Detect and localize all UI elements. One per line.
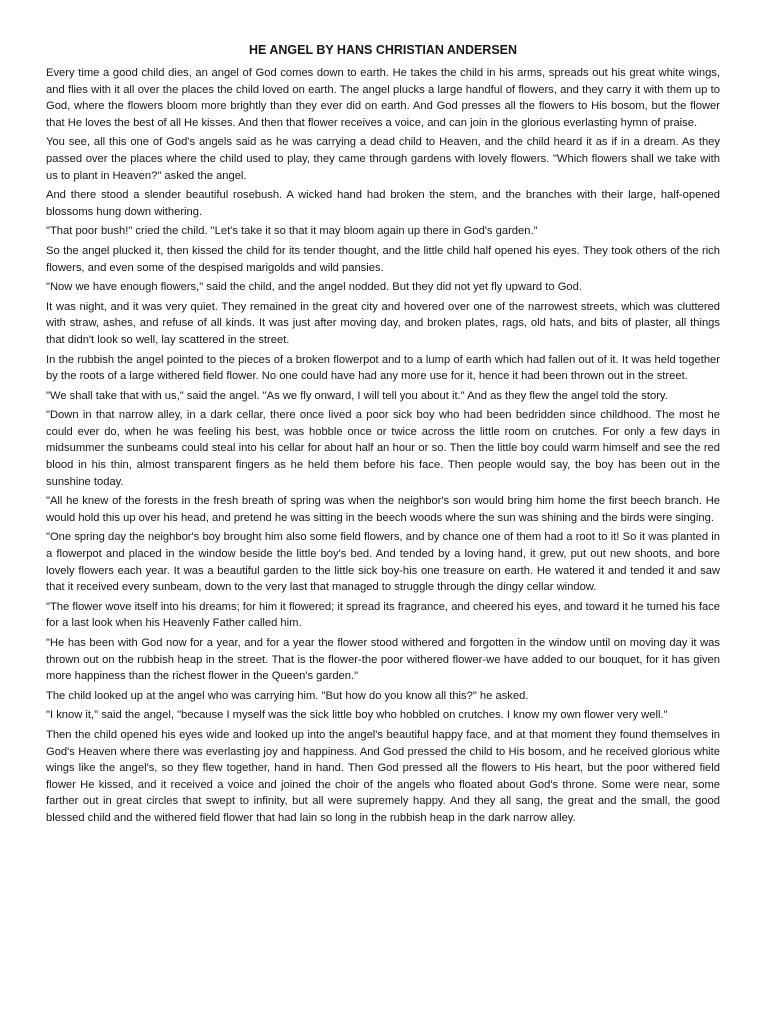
paragraph-16: "I know it," said the angel, "because I myself was the sick little boy who hobbled on crutches. I know my own flower very well." bbox=[46, 709, 668, 722]
paragraph-1: Every time a good child dies, an angel of God comes down to earth. He takes the child in his arms, spreads out his great white wings, and flies with it all over the places the child loved on earth. The angel plucks a large handful of flowers, and they carry it with them up to God, where the flowers bloom more brightly than they ever did on earth. And God presses all the flowers to His bosom, but the flower that He loves the best of all He kisses. And then that flower receives a voice, and can join in the glorious everlasting hymn of praise. bbox=[46, 67, 720, 129]
paragraph-14: "He has been with God now for a year, and for a year the flower stood withered and forgotten in the window until on moving day it was thrown out on the rubbish heap in the street. That is the flower-the poor withered flower-we have added to our bouquet, for it has given more happiness than the richest flower in the Queen's garden." bbox=[46, 637, 720, 683]
paragraph-6: "Now we have enough flowers," said the child, and the angel nodded. But they did not yet fly upward to God. bbox=[46, 281, 582, 294]
paragraph-10: "Down in that narrow alley, in a dark cellar, there once lived a poor sick boy who had been bedridden since childhood. The most he could ever do, when he was feeling his best, was hobble once or twice across the little room on crutches. For only a few days in midsummer the sunbeams could steal into his cellar for about half an hour or so. Then the little boy could warm himself and see the red blood in his thin, almost transparent fingers as he held them before his face. Then people would say, the boy has been out in the sunshine today. bbox=[46, 409, 720, 488]
paragraph-7: It was night, and it was very quiet. They remained in the great city and hovered over one of the narrowest streets, which was cluttered with straw, ashes, and refuse of all kinds. It was just after moving day, and broken plates, rags, old hats, and bits of plaster, all things that didn't look so well, lay scattered in the street. bbox=[46, 300, 720, 346]
paragraph-11: "All he knew of the forests in the fresh breath of spring was when the neighbor's son would bring him home the first beech branch. He would hold this up over his head, and pretend he was sitting in the beech woods where the sun was shining and the birds were singing. bbox=[46, 495, 720, 524]
document-title: HE ANGEL BY HANS CHRISTIAN ANDERSEN bbox=[248, 43, 518, 57]
paragraph-13: "The flower wove itself into his dreams; for him it flowered; it spread its fragrance, and cheered his eyes, and toward it he turned his face for a last look when his Heavenly Father called him. bbox=[46, 600, 720, 630]
paragraph-9: "We shall take that with us," said the angel. "As we fly onward, I will tell you about it." And as they flew the angel told the story. bbox=[46, 389, 668, 402]
paragraph-8: In the rubbish the angel pointed to the pieces of a broken flowerpot and to a lump of earth which had fallen out of it. It was held together by the roots of a large withered field flower. No one could have had any more use for it, hence it had been thrown out in the street. bbox=[46, 353, 720, 383]
paragraph-4: "That poor bush!" cried the child. "Let's take it so that it may bloom again up there in God's garden." bbox=[46, 225, 538, 238]
paragraph-5: So the angel plucked it, then kissed the child for its tender thought, and the little child half opened his eyes. They took others of the rich flowers, and even some of the despised marigolds and wild pansies. bbox=[46, 244, 720, 274]
paragraph-2: You see, all this one of God's angels said as he was carrying a dead child to Heaven, and the child heard it as if in a dream. As they passed over the places where the child used to play, they came through gardens with lovely flowers. "Which flowers shall we take with us to plant in Heaven?" asked the angel. bbox=[46, 136, 720, 182]
paragraph-12: "One spring day the neighbor's boy brought him also some field flowers, and by chance one of them had a root to it! So it was planted in a flowerpot and placed in the window beside the little boy's bed. And tended by a loving hand, it grew, put out new shoots, and bore lovely flowers each year. It was a beautiful garden to the little sick boy-his one treasure on earth. He watered it and tended it and saw that it received every sunbeam, down to the very last that managed to struggle through the dingy cellar window. bbox=[46, 531, 720, 594]
paragraph-17: Then the child opened his eyes wide and looked up into the angel's beautiful happy face, and at that moment they found themselves in God's Heaven where there was everlasting joy and happiness. And God pressed the child to His bosom, and he received glorious white wings like the angel's, so they flew together, hand in hand. Then God pressed all the flowers to His heart, but the poor withered field flower He kissed, and it received a voice and joined the choir of the angels who floated about God's throne. Some were near, some farther out in great circles that swept to infinity, but all were supremely happy. And they all sang, the great and the small, the good blessed child and the withered field flower that had lain so long in the rubbish heap in the dark narrow alley. bbox=[46, 728, 720, 824]
paragraph-3: And there stood a slender beautiful rosebush. A wicked hand had broken the stem, and the branches with their large, half-opened blossoms hung down withering. bbox=[46, 189, 720, 218]
paragraph-15: The child looked up at the angel who was carrying him. "But how do you know all this?" he asked. bbox=[46, 689, 529, 702]
